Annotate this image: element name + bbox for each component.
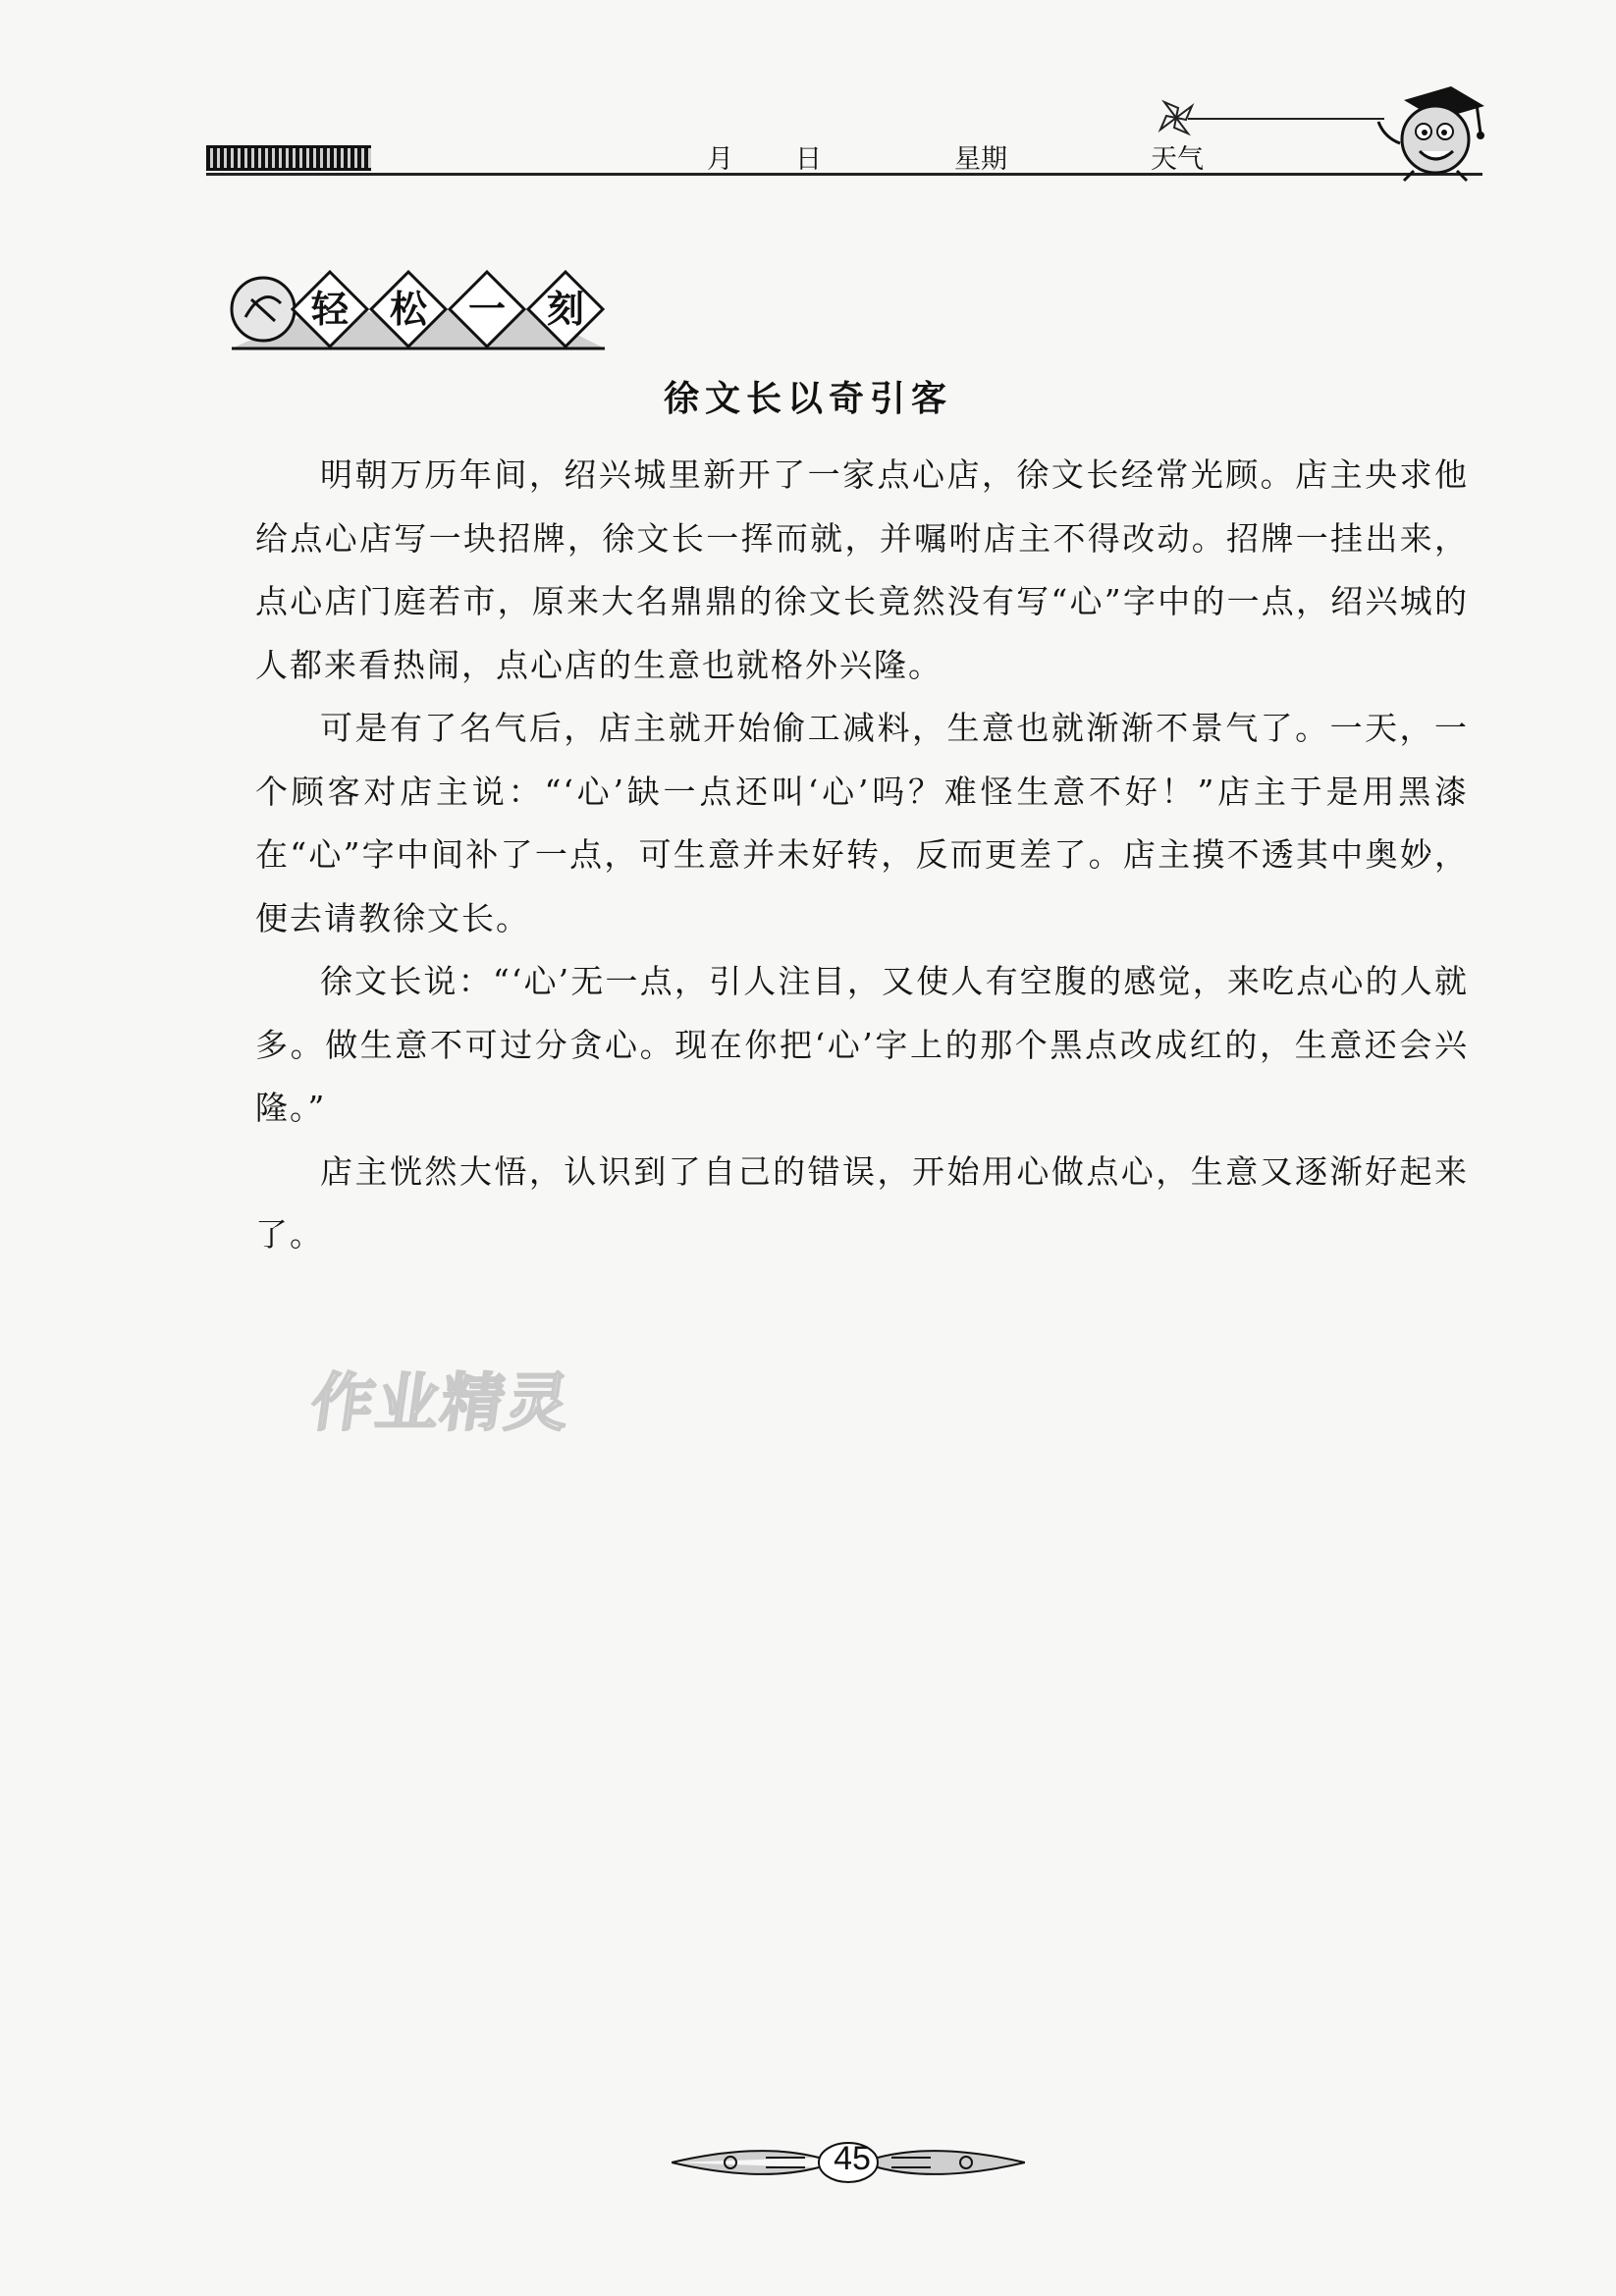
day-label: 日 — [795, 144, 822, 174]
month-label: 月 — [707, 144, 733, 174]
weekday-label: 星期 — [954, 144, 1007, 174]
weather-label: 天气 — [1151, 144, 1204, 174]
graduate-mascot-icon — [1374, 79, 1492, 187]
paragraph: 明朝万历年间，绍兴城里新开了一家点心店，徐文长经常光顾。店主央求他给点心店写一块招牌，徐文长一挥而就，并嘱咐店主不得改动。招牌一挂出来，点心店门庭若市，原来大名鼎鼎的徐文长竟然没有写“心”字中的一点，绍兴城的人都来看热闹，点心店的生意也就格外兴隆。 — [255, 455, 1469, 684]
banner-char-2: 松 — [389, 288, 428, 331]
header-rule — [206, 173, 1482, 176]
page-number: 45 — [834, 2140, 871, 2177]
header-decoration-strip — [206, 145, 371, 171]
paragraph: 徐文长说：“‘心’无一点，引人注目，又使人有空腹的感觉，来吃点心的人就多。做生意不可过分贪心。现在你把‘心’字上的那个黑点改成红的，生意还会兴隆。” — [255, 962, 1469, 1127]
watermark: 作业精灵 — [305, 1367, 576, 1440]
article-body — [255, 444, 1469, 1267]
banner-char-1: 轻 — [310, 288, 350, 331]
article-title: 徐文长以奇引客 — [663, 378, 952, 419]
paragraph: 可是有了名气后，店主就开始偷工减料，生意也就渐渐不景气了。一天，一个顾客对店主说：“‘心’缺一点还叫‘心’吗？难怪生意不好！”店主于是用黑漆在“心”字中间补了一点，可生意并未好转，反而更差了。店主摸不透其中奥妙，便去请教徐文长。 — [255, 709, 1469, 937]
pinwheel-icon — [1157, 98, 1196, 137]
mascot-pointer-line — [1188, 118, 1384, 120]
paragraph: 店主恍然大悟，认识到了自己的错误，开始用心做点心，生意又逐渐好起来了。 — [255, 1151, 1469, 1254]
banner-char-4: 刻 — [546, 288, 585, 331]
section-banner — [222, 260, 615, 358]
banner-char-3: 一 — [467, 288, 507, 331]
